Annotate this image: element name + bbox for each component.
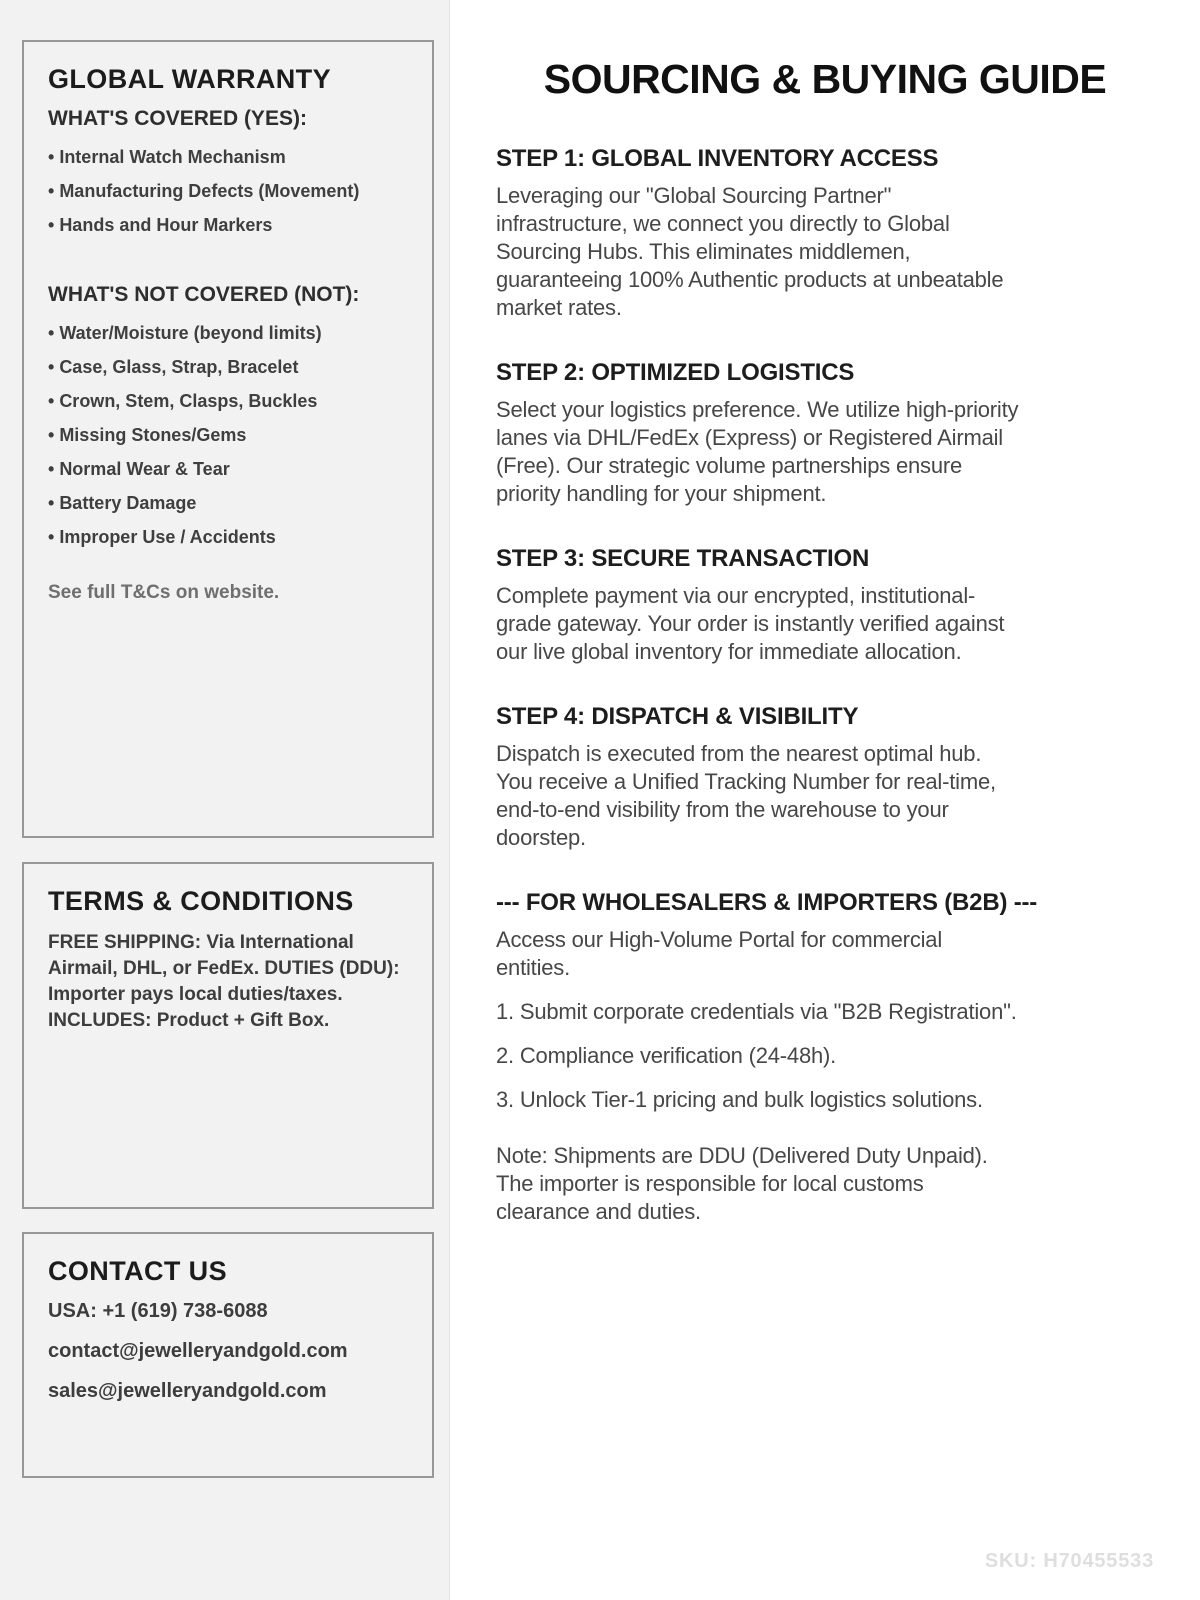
not-covered-item: • Normal Wear & Tear xyxy=(48,452,408,486)
b2b-step: 1. Submit corporate credentials via "B2B Registration". xyxy=(496,999,1017,1024)
b2b-step: 3. Unlock Tier-1 pricing and bulk logistics solutions. xyxy=(496,1087,983,1112)
not-covered-item: • Improper Use / Accidents xyxy=(48,520,408,554)
step-1-heading: STEP 1: GLOBAL INVENTORY ACCESS xyxy=(496,145,939,172)
sku-label: SKU: H70455533 xyxy=(984,1550,1154,1572)
contact-title: CONTACT US xyxy=(48,1256,227,1286)
terms-panel xyxy=(22,862,434,1209)
step-1-body: Leveraging our "Global Sourcing Partner" infrastructure, we connect you directly to Global Sourcing Hubs. This eliminates middlemen, guaranteeing 100% Authentic products at unbeatable market rates. xyxy=(496,183,1004,320)
warranty-note: See full T&Cs on website. xyxy=(48,582,280,603)
page-title: SOURCING & BUYING GUIDE xyxy=(543,56,1107,102)
not-covered-item: • Case, Glass, Strap, Bracelet xyxy=(48,350,408,384)
step-4-body: Dispatch is executed from the nearest optimal hub. You receive a Unified Tracking Number for real-time, end-to-end visibility from the warehouse to your doorstep. xyxy=(496,741,996,850)
step-3-heading: STEP 3: SECURE TRANSACTION xyxy=(496,545,870,572)
b2b-note: Note: Shipments are DDU (Delivered Duty Unpaid). The importer is responsible for local customs clearance and duties. xyxy=(496,1143,988,1224)
warranty-title: GLOBAL WARRANTY xyxy=(48,64,331,94)
contact-panel xyxy=(22,1232,434,1478)
covered-item: • Manufacturing Defects (Movement) xyxy=(48,174,408,208)
not-covered-item: • Missing Stones/Gems xyxy=(48,418,408,452)
covered-item: • Hands and Hour Markers xyxy=(48,208,408,242)
b2b-intro: Access our High-Volume Portal for commercial entities. xyxy=(496,927,943,980)
not-covered-heading: WHAT'S NOT COVERED (NOT): xyxy=(48,283,360,306)
sales-email: sales@jewelleryandgold.com xyxy=(48,1380,327,1402)
contact-email: contact@jewelleryandgold.com xyxy=(48,1340,348,1362)
global-warranty-panel xyxy=(22,40,434,838)
not-covered-item: • Battery Damage xyxy=(48,486,408,520)
sidebar xyxy=(0,0,450,1600)
main-column xyxy=(450,0,1200,1600)
step-4-heading: STEP 4: DISPATCH & VISIBILITY xyxy=(496,703,859,730)
step-2-heading: STEP 2: OPTIMIZED LOGISTICS xyxy=(496,359,855,386)
terms-body: FREE SHIPPING: Via International Airmail, DHL, or FedEx. DUTIES (DDU): Importer pays local duties/taxes. INCLUDES: Product + Gift Box. xyxy=(48,932,400,1031)
guide-content xyxy=(450,144,1200,1226)
b2b-step: 2. Compliance verification (24-48h). xyxy=(496,1043,837,1068)
covered-item: • Internal Watch Mechanism xyxy=(48,140,408,174)
step-2-body: Select your logistics preference. We utilize high-priority lanes via DHL/FedEx (Express) or Registered Airmail (Free). Our strategic volume partnerships ensure priority handling for your shipment. xyxy=(496,397,1019,506)
not-covered-item: • Crown, Stem, Clasps, Buckles xyxy=(48,384,408,418)
contact-phone: USA: +1 (619) 738-6088 xyxy=(48,1300,268,1322)
step-3-body: Complete payment via our encrypted, institutional-grade gateway. Your order is instantly verified against our live global inventory for immediate allocation. xyxy=(496,583,1005,664)
covered-heading: WHAT'S COVERED (YES): xyxy=(48,107,307,130)
not-covered-item: • Water/Moisture (beyond limits) xyxy=(48,316,408,350)
b2b-heading: --- FOR WHOLESALERS & IMPORTERS (B2B) --- xyxy=(496,889,1038,916)
terms-title: TERMS & CONDITIONS xyxy=(48,886,354,916)
